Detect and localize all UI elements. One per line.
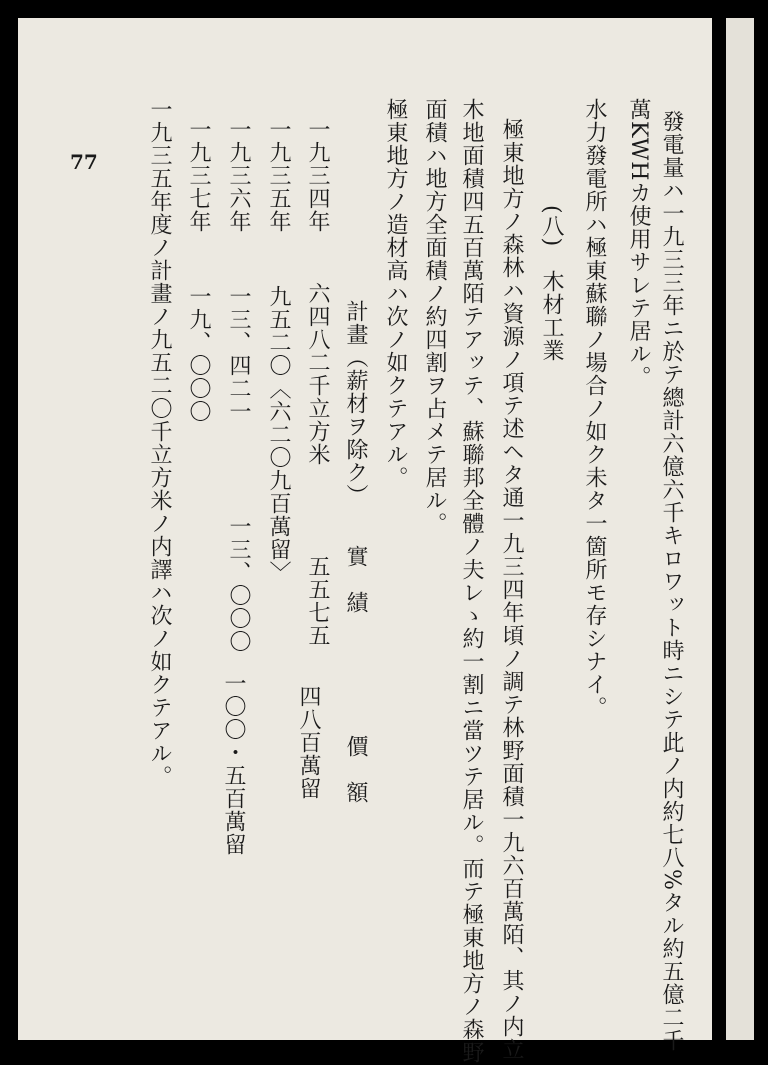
row-4-year: 一九三七年: [186, 118, 211, 233]
facing-page-edge: [726, 18, 754, 1040]
row-3-plan: 一三、四二一: [226, 285, 251, 423]
row-1-actual: 五五七五: [305, 555, 330, 647]
row-3-actual: 一三、〇〇〇: [226, 515, 251, 653]
row-1-price: 四八百萬留: [296, 685, 321, 800]
table-header-price: 價 額: [343, 735, 368, 804]
page-number: 77: [70, 150, 98, 174]
paragraph-1-line-1: 發電量ハ一九三三年ニ於テ總計六億六千キロワット時ニシテ此ノ内約七八%タル約五億二千: [659, 110, 684, 1052]
paragraph-5: 一九三五年度ノ計畫ノ九五二〇千立方米ノ内譯ハ次ノ如クテアル。: [147, 98, 172, 788]
paragraph-3-line-2: 木地面積四五百萬陌テアッテ、蘇聯邦全體ノ夫レゝ約一割ニ當ツテ居ル。而テ極東地方ノ森野: [459, 98, 484, 1064]
row-3-price: 一〇〇・五百萬留: [221, 672, 246, 856]
page: [18, 18, 714, 1040]
row-2-plan: 九五二〇〈六二〇九百萬留〉: [266, 285, 291, 584]
paragraph-4: 極東地方ノ造材高ハ次ノ如クテアル。: [383, 98, 408, 489]
paragraph-3-line-3: 面積ハ地方全面積ノ約四割ヲ占メテ居ル。: [422, 98, 447, 535]
table-header-actual: 實 績: [343, 545, 368, 614]
row-1-year: 一九三四年: [305, 118, 330, 233]
row-1-plan: 六四八二千立方米: [305, 282, 330, 466]
table-header-plan: 計畫（薪材ヲ除ク）: [343, 300, 368, 507]
row-2-year: 一九三五年: [266, 118, 291, 233]
binding-fold: [712, 18, 726, 1040]
section-heading: (八) 木材工業: [539, 205, 564, 363]
row-4-plan: 一九、〇〇〇: [186, 285, 211, 423]
paragraph-1-line-2: 萬KWHカ使用サレテ居ル。: [626, 98, 651, 389]
row-3-year: 一九三六年: [226, 118, 251, 233]
paragraph-2: 水力發電所ハ極東蘇聯ノ場合ノ如ク未タ一箇所モ存シナイ。: [582, 98, 607, 719]
paragraph-3-line-1: 極東地方ノ森林ハ資源ノ項テ述ヘタ通一九三四年頃ノ調テ林野面積一九六百萬陌、其ノ内立: [499, 118, 524, 1061]
